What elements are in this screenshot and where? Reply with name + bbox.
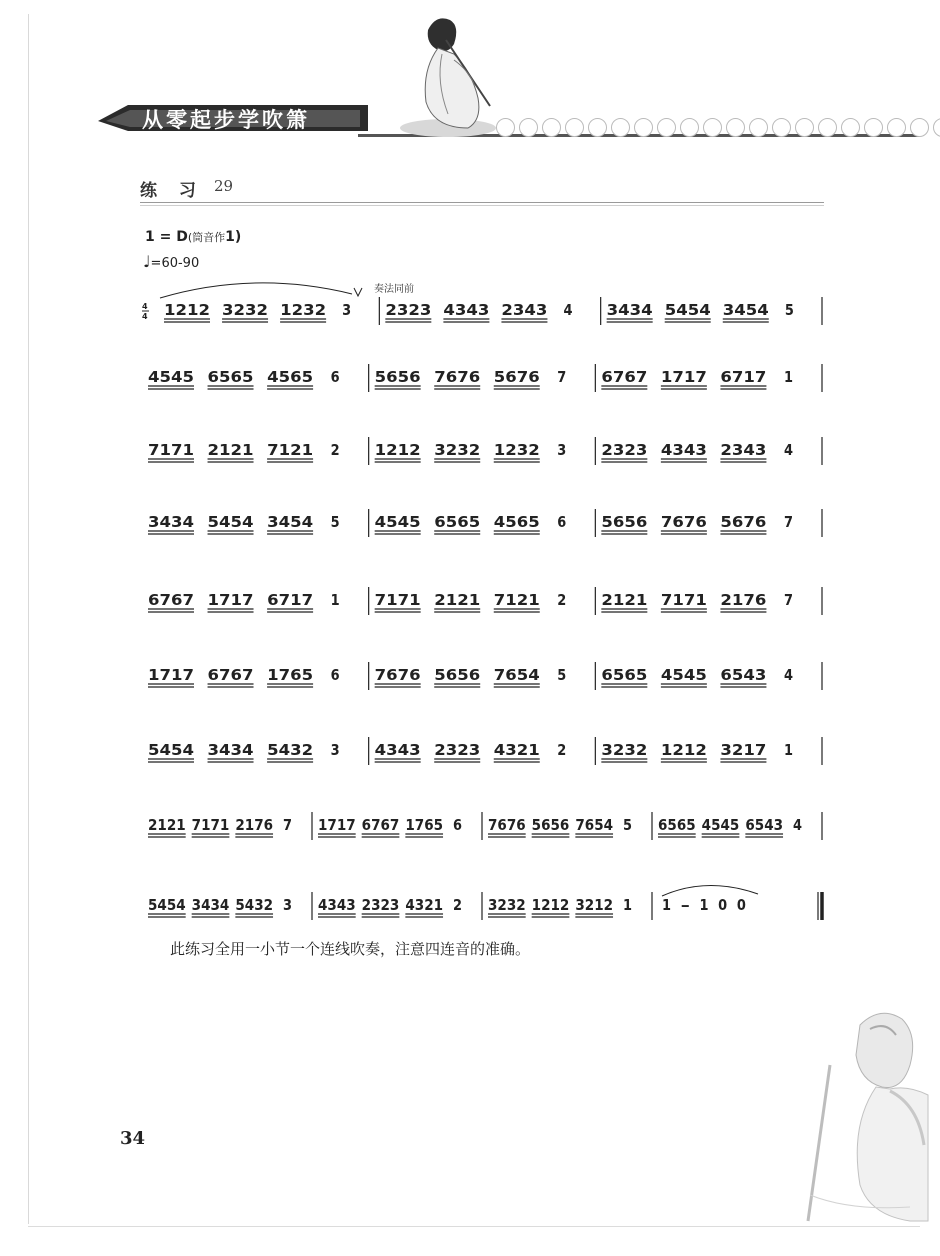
note-group: 7121	[267, 441, 314, 459]
note-group: 3434	[606, 301, 653, 319]
note-group: 3232	[488, 896, 526, 914]
note-group: 7654	[493, 666, 540, 684]
note-group: 4343	[374, 741, 421, 759]
note-group: 6565	[658, 816, 696, 834]
note-group: 6565	[434, 513, 481, 531]
note-group: 2323	[361, 896, 400, 914]
note-group: 3434	[207, 741, 254, 759]
exercise-number: 29	[214, 177, 234, 195]
note-group: 0	[718, 896, 728, 914]
note-group: 7676	[434, 368, 481, 386]
note-group: 6	[330, 666, 340, 684]
quarter-note-icon: ♩	[143, 252, 151, 271]
note-group: 1212	[374, 441, 421, 459]
note-group: 4545	[701, 816, 740, 834]
note-group: 6	[330, 368, 340, 386]
note-group: 6767	[148, 591, 194, 609]
note-group: 3232	[434, 441, 481, 459]
note-group: 3454	[722, 301, 769, 319]
note-group: 1	[783, 368, 793, 386]
note-group: 5454	[207, 513, 254, 531]
note-group: 7171	[660, 591, 707, 609]
note-group: 1212	[660, 741, 707, 759]
note-group: 5	[784, 301, 794, 319]
note-group: 6767	[361, 816, 400, 834]
note-group: 1765	[405, 816, 444, 834]
slur-arc	[160, 283, 352, 298]
decorative-player-illustration	[790, 995, 930, 1225]
note-group: –	[680, 896, 690, 914]
note-group: 7121	[493, 591, 540, 609]
note-group: 3232	[601, 741, 648, 759]
note-group: 1	[783, 741, 793, 759]
note-group: 4343	[318, 896, 356, 914]
note-group: 3	[342, 301, 352, 319]
note-group: 1717	[318, 816, 356, 834]
note-group: 2343	[720, 441, 767, 459]
note-group: 7	[783, 513, 793, 531]
note-group: 3232	[222, 301, 269, 319]
note-group: 2323	[601, 441, 648, 459]
note-group: 1717	[660, 368, 707, 386]
note-group: 5656	[434, 666, 481, 684]
note-group: 5454	[148, 741, 194, 759]
note-group: 3	[557, 441, 567, 459]
note-group: 1	[699, 896, 709, 914]
note-group: 3212	[575, 896, 614, 914]
note-group: 3	[330, 741, 340, 759]
technique-note: 奏法同前	[374, 284, 414, 295]
note-group: 1	[662, 896, 671, 914]
note-group: 2121	[434, 591, 481, 609]
time-signature-bottom: 4	[142, 312, 148, 321]
note-group: 3217	[720, 741, 767, 759]
breath-mark	[354, 288, 362, 296]
note-group: 5676	[493, 368, 540, 386]
note-group: 7654	[575, 816, 614, 834]
note-group: 7676	[488, 816, 526, 834]
note-group: 4	[563, 301, 573, 319]
note-group: 1717	[148, 666, 194, 684]
note-group: 2176	[720, 591, 767, 609]
note-group: 2121	[148, 816, 186, 834]
note-group: 1232	[493, 441, 540, 459]
note-group: 7	[283, 816, 293, 834]
note-group: 2323	[385, 301, 432, 319]
note-group: 5	[557, 666, 567, 684]
note-group: 5432	[235, 896, 274, 914]
note-group: 0	[736, 896, 746, 914]
note-group: 7171	[374, 591, 421, 609]
note-group: 5656	[531, 816, 570, 834]
note-group: 1765	[267, 666, 314, 684]
note-group: 4545	[374, 513, 421, 531]
note-group: 6565	[207, 368, 254, 386]
note-group: 1212	[164, 301, 210, 319]
note-group: 3434	[148, 513, 194, 531]
note-group: 6	[453, 816, 463, 834]
note-group: 5454	[664, 301, 711, 319]
note-group: 4565	[267, 368, 314, 386]
note-group: 3454	[267, 513, 314, 531]
note-group: 1212	[531, 896, 570, 914]
note-group: 4	[783, 666, 793, 684]
note-group: 1	[330, 591, 340, 609]
note-group: 5454	[148, 896, 186, 914]
note-group: 2121	[207, 441, 254, 459]
note-group: 6	[557, 513, 567, 531]
key-prefix: 1 = D	[145, 229, 188, 245]
note-group: 2323	[434, 741, 481, 759]
note-group: 6767	[601, 368, 648, 386]
note-group: 2343	[501, 301, 548, 319]
note-group: 5676	[720, 513, 767, 531]
note-group: 5656	[374, 368, 421, 386]
note-group: 1	[623, 896, 633, 914]
note-group: 3	[283, 896, 293, 914]
note-group: 6543	[720, 666, 767, 684]
tempo-value: =60-90	[150, 256, 200, 271]
note-group: 6717	[267, 591, 314, 609]
note-group: 7	[783, 591, 793, 609]
note-group: 2	[453, 896, 463, 914]
note-group: 7676	[660, 513, 707, 531]
note-group: 4545	[148, 368, 194, 386]
note-group: 5656	[601, 513, 648, 531]
note-group: 2176	[235, 816, 274, 834]
note-group: 5432	[267, 741, 314, 759]
note-group: 6543	[745, 816, 784, 834]
tie-arc	[662, 885, 758, 896]
note-group: 4	[783, 441, 793, 459]
note-group: 6767	[207, 666, 254, 684]
page-number: 34	[120, 1128, 146, 1149]
book-title: 从零起步学吹箫	[142, 108, 310, 132]
note-group: 4321	[493, 741, 540, 759]
note-group: 6717	[720, 368, 767, 386]
note-group: 4545	[660, 666, 707, 684]
note-group: 2	[557, 741, 567, 759]
note-group: 4	[793, 816, 803, 834]
note-group: 4565	[493, 513, 540, 531]
note-group: 7171	[148, 441, 194, 459]
key-note-end: 1)	[225, 229, 242, 245]
note-group: 2121	[601, 591, 648, 609]
note-group: 5	[623, 816, 633, 834]
note-group: 6565	[601, 666, 648, 684]
note-group: 5	[330, 513, 340, 531]
note-group: 1232	[280, 301, 327, 319]
note-group: 4321	[405, 896, 444, 914]
note-group: 3434	[191, 896, 230, 914]
note-group: 7	[557, 368, 567, 386]
note-group: 7171	[191, 816, 230, 834]
key-note: (筒音作	[187, 231, 226, 244]
time-signature-top: 4	[142, 302, 148, 311]
note-group: 4343	[660, 441, 707, 459]
note-group: 4343	[443, 301, 490, 319]
exercise-label: 练 习	[140, 181, 204, 201]
note-group: 2	[330, 441, 340, 459]
note-group: 2	[557, 591, 567, 609]
note-group: 7676	[374, 666, 421, 684]
exercise-footnote: 此练习全用一小节一个连线吹奏，注意四连音的准确。	[170, 940, 531, 958]
note-group: 1717	[207, 591, 254, 609]
